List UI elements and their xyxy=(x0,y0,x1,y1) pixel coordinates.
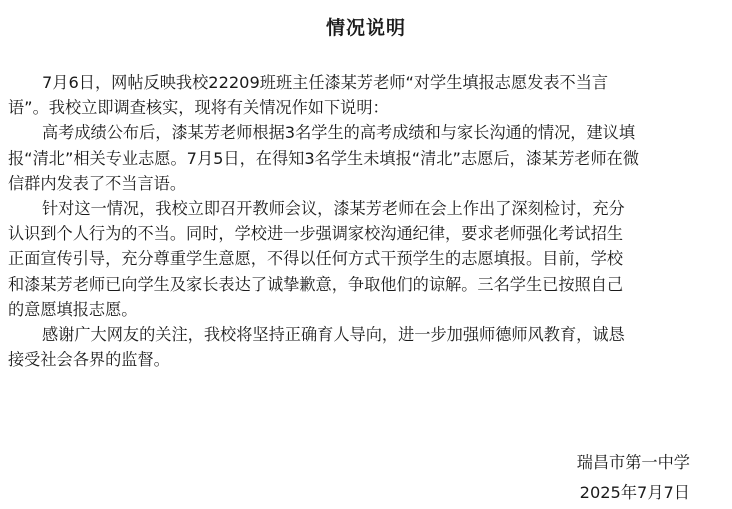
paragraph-4-line-2: 接受社会各界的监督。 xyxy=(8,350,170,370)
signature-org: 瑞昌市第一中学 xyxy=(576,453,690,472)
paragraph-2-line-1: 高考成绩公布后，漆某芳老师根据3名学生的高考成绩和与家长沟通的情况，建议填 xyxy=(42,123,636,143)
paragraph-3-line-2: 认识到个人行为的不当。同时，学校进一步强调家校沟通纪律，要求老师强化考试招生 xyxy=(8,224,624,244)
paragraph-3-line-5: 的意愿填报志愿。 xyxy=(8,299,138,319)
document-body xyxy=(8,70,728,372)
paragraph-2-line-3: 信群内发表了不当言语。 xyxy=(8,173,187,193)
paragraph-4-line-1: 感谢广大网友的关注，我校将坚持正确育人导向，进一步加强师德师风教育，诚恳 xyxy=(42,325,625,345)
signature-block xyxy=(577,448,690,508)
signature-date: 2025年7月7日 xyxy=(579,483,690,502)
paragraph-1-line-1: 7月6日，网帖反映我校22209班班主任漆某芳老师“对学生填报志愿发表不当言 xyxy=(42,73,609,92)
paragraph-1-line-2: 语”。我校立即调查核实，现将有关情况作如下说明： xyxy=(8,98,389,118)
paragraph-3-line-1: 针对这一情况，我校立即召开教师会议，漆某芳老师在会上作出了深刻检讨，充分 xyxy=(42,199,625,219)
paragraph-2-line-2: 报“清北”相关专业志愿。7月5日，在得知3名学生未填报“清北”志愿后，漆某芳老师在微 xyxy=(8,148,640,168)
paragraph-3-line-3: 正面宣传引导，充分尊重学生意愿，不得以任何方式干预学生的志愿填报。目前，学校 xyxy=(8,249,624,269)
paragraph-3-line-4: 和漆某芳老师已向学生及家长表达了诚挚歉意，争取他们的谅解。三名学生已按照自己 xyxy=(8,274,624,294)
document-title: 情况说明 xyxy=(325,17,406,39)
